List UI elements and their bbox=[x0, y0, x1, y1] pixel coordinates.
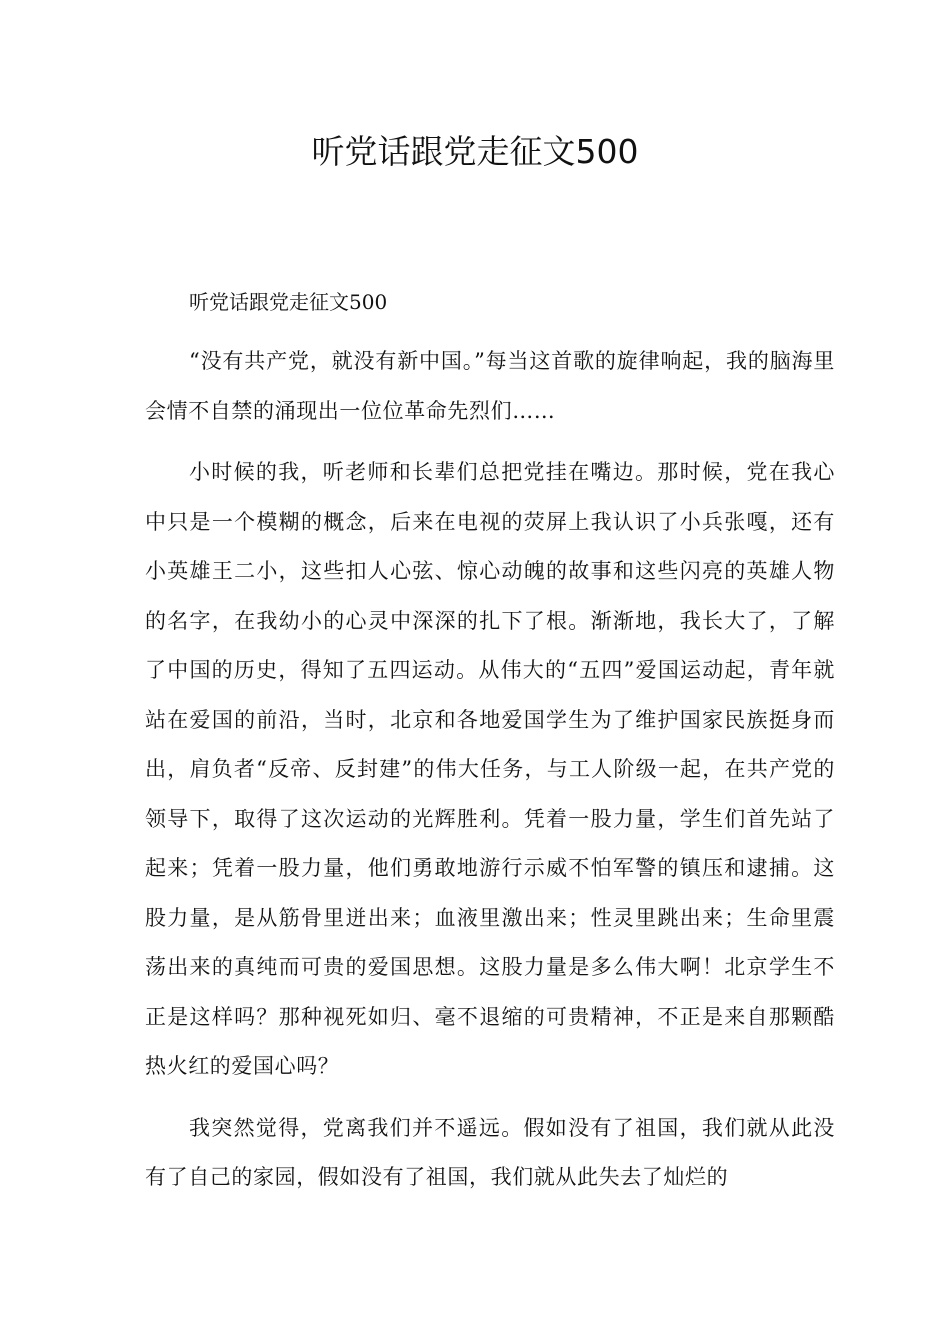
document-subtitle: 听党话跟党走征文500 bbox=[189, 290, 388, 314]
document-title: 听党话跟党走征文500 bbox=[311, 132, 639, 171]
paragraph-3: 我突然觉得，党离我们并不遥远。假如没有了祖国，我们就从此没有了自己的家园，假如没有了祖国，我们就从此失去了灿烂的 bbox=[145, 1115, 835, 1189]
document-body bbox=[145, 282, 835, 1203]
paragraph-2: 小时候的我，听老师和长辈们总把党挂在嘴边。那时候，党在我心中只是一个模糊的概念，后来在电视的荧屏上我认识了小兵张嘎，还有小英雄王二小，这些扣人心弦、惊心动魄的故事和这些闪亮的英雄人物的名字，在我幼小的心灵中深深的扎下了根。渐渐地，我长大了，了解了中国的历史，得知了五四运动。从伟大的“五四”爱国运动起，青年就站在爱国的前沿，当时，北京和各地爱国学生为了维护国家民族挺身而出，肩负者“反帝、反封建”的伟大任务，与工人阶级一起，在共产党的领导下，取得了这次运动的光辉胜利。凭着一股力量，学生们首先站了起来；凭着一股力量，他们勇敢地游行示威不怕军警的镇压和逮捕。这股力量，是从筋骨里迸出来；血液里激出来；性灵里跳出来；生命里震荡出来的真纯而可贵的爱国思想。这股力量是多么伟大啊！北京学生不正是这样吗？那种视死如归、毫不退缩的可贵精神，不正是来自那颗酷热火红的爱国心吗？ bbox=[145, 460, 835, 1078]
paragraph-1: “没有共产党，就没有新中国。”每当这首歌的旋律响起，我的脑海里会情不自禁的涌现出一位位革命先烈们…… bbox=[145, 349, 835, 423]
